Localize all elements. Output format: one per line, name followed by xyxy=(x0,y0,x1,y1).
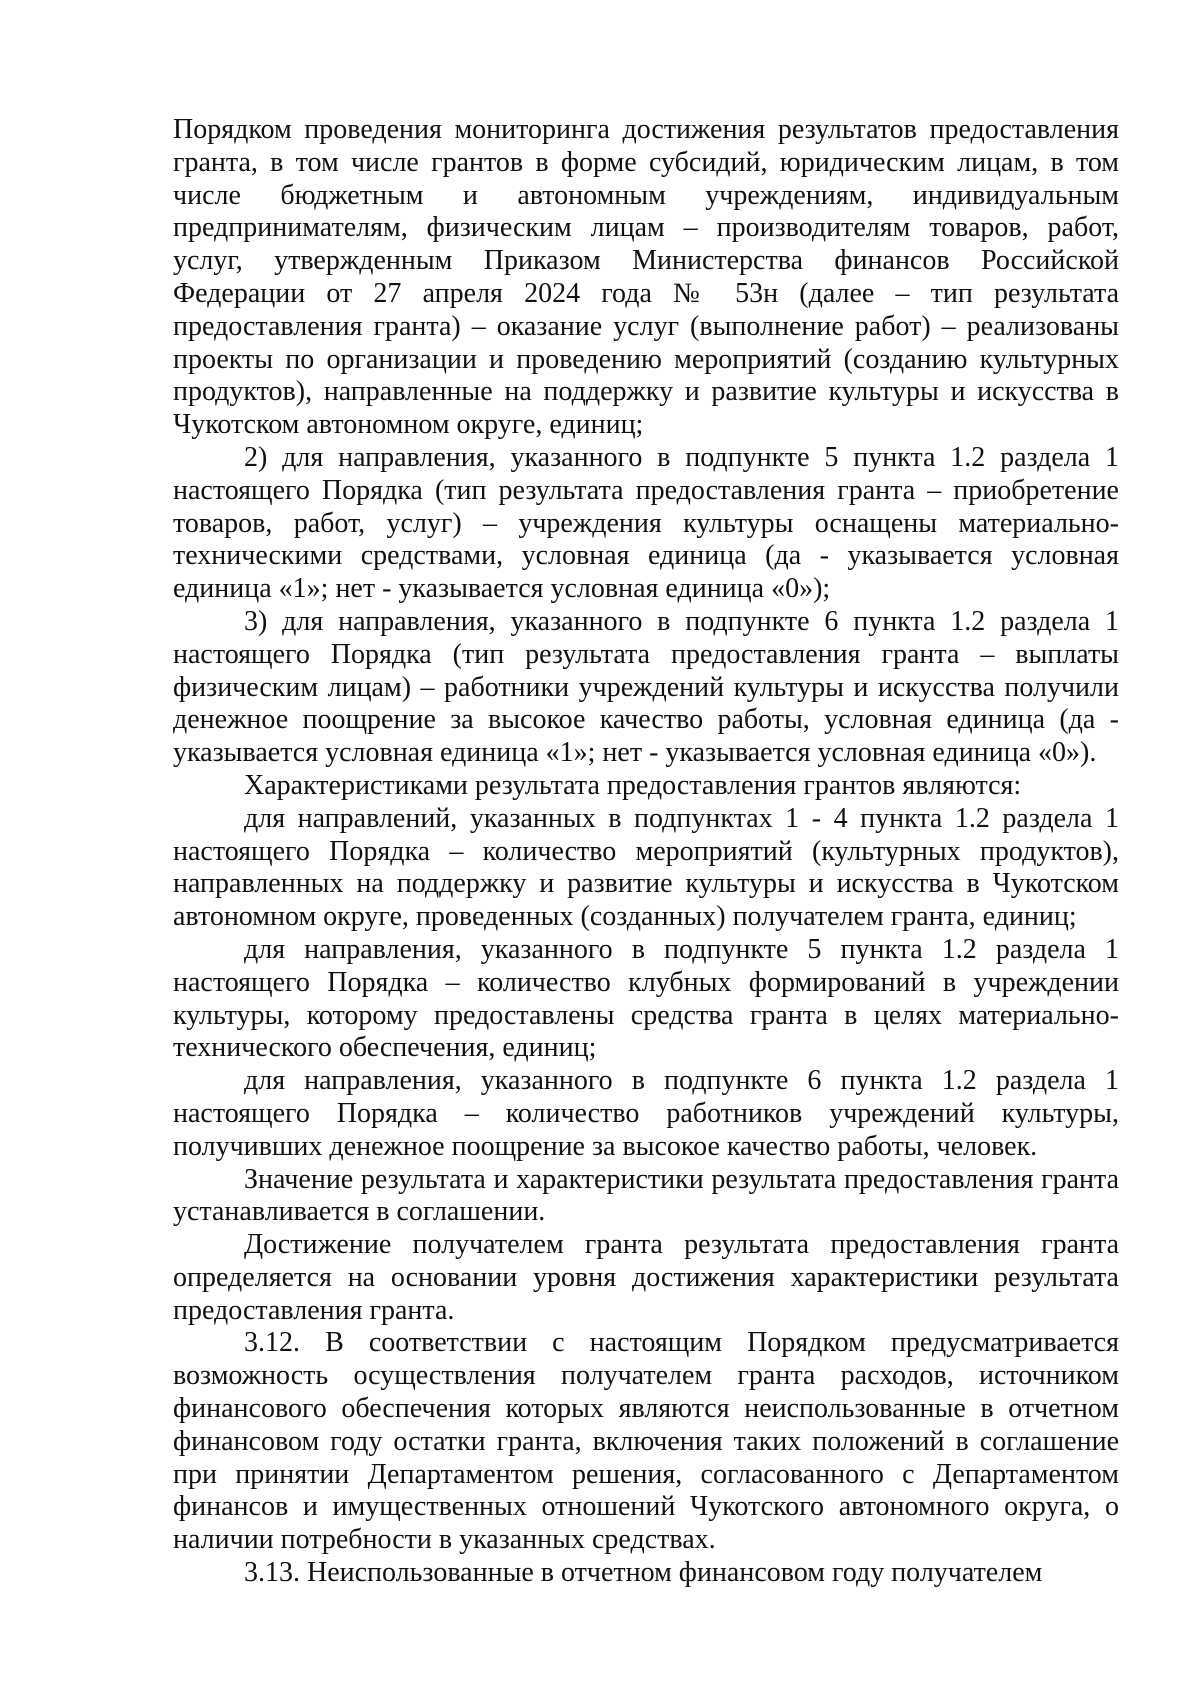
paragraph-item-3: 3) для направления, указанного в подпункте 6 пункта 1.2 раздела 1 настоящего Порядка (тип результата предоставления гранта – выплаты физическим лицам) – работники учреждений культуры и искусства получили денежное поощрение за высокое качество работы, условная единица (да - указывается условная единица «1»; нет - указывается условная единица «0»). xyxy=(173,605,1119,769)
paragraph-section-3-12: 3.12. В соответствии с настоящим Порядком предусматривается возможность осуществления получателем гранта расходов, источником финансового обеспечения которых являются неиспользованные в отчетном финансовом году остатки гранта, включения таких положений в соглашение при принятии Департаментом решения, согласованного с Департаментом финансов и имущественных отношений Чукотского автономного округа, о наличии потребности в указанных средствах. xyxy=(173,1327,1119,1556)
paragraph-value-in-agreement: Значение результата и характеристики результата предоставления гранта устанавливается в соглашении. xyxy=(173,1163,1119,1228)
paragraph-section-3-13: 3.13. Неиспользованные в отчетном финансовом году получателем xyxy=(244,1557,1043,1589)
paragraph-achievement: Достижение получателем гранта результата предоставления гранта определяется на основании уровня достижения характеристики результата предоставления гранта. xyxy=(173,1229,1119,1326)
paragraph-characteristic-5: для направления, указанного в подпункте 5 пункта 1.2 раздела 1 настоящего Порядка – количество клубных формирований в учреждении культуры, которому предоставлены средства гранта в целях материально-технического обеспечения, единиц; xyxy=(173,933,1119,1064)
paragraph-characteristics-heading: Характеристиками результата предоставления грантов являются: xyxy=(244,769,1022,801)
paragraph-characteristic-6: для направления, указанного в подпункте 6 пункта 1.2 раздела 1 настоящего Порядка – количество работников учреждений культуры, получивших денежное поощрение за высокое качество работы, человек. xyxy=(173,1065,1119,1162)
paragraph-continuation: Порядком проведения мониторинга достижения результатов предоставления гранта, в том числе грантов в форме субсидий, юридическим лицам, в том числе бюджетным и автономным учреждениям, индивидуальным предпринимателям, физическим лицам – производителям товаров, работ, услуг, утвержденным Приказом Министерства финансов Российской Федерации от 27 апреля 2024 года № 53н (далее – тип результата предоставления гранта) – оказание услуг (выполнение работ) – реализованы проекты по организации и проведению мероприятий (созданию культурных продуктов), направленные на поддержку и развитие культуры и искусства в Чукотском автономном округе, единиц; xyxy=(173,114,1119,441)
paragraph-item-2: 2) для направления, указанного в подпункте 5 пункта 1.2 раздела 1 настоящего Порядка (тип результата предоставления гранта – приобретение товаров, работ, услуг) – учреждения культуры оснащены материально-техническими средствами, условная единица (да - указывается условная единица «1»; нет - указывается условная единица «0»); xyxy=(173,441,1119,605)
document-body xyxy=(173,114,1119,1590)
paragraph-characteristic-1-4: для направлений, указанных в подпунктах 1 - 4 пункта 1.2 раздела 1 настоящего Порядка – количество мероприятий (культурных продуктов), направленных на поддержку и развитие культуры и искусства в Чукотском автономном округе, проведенных (созданных) получателем гранта, единиц; xyxy=(173,802,1119,933)
